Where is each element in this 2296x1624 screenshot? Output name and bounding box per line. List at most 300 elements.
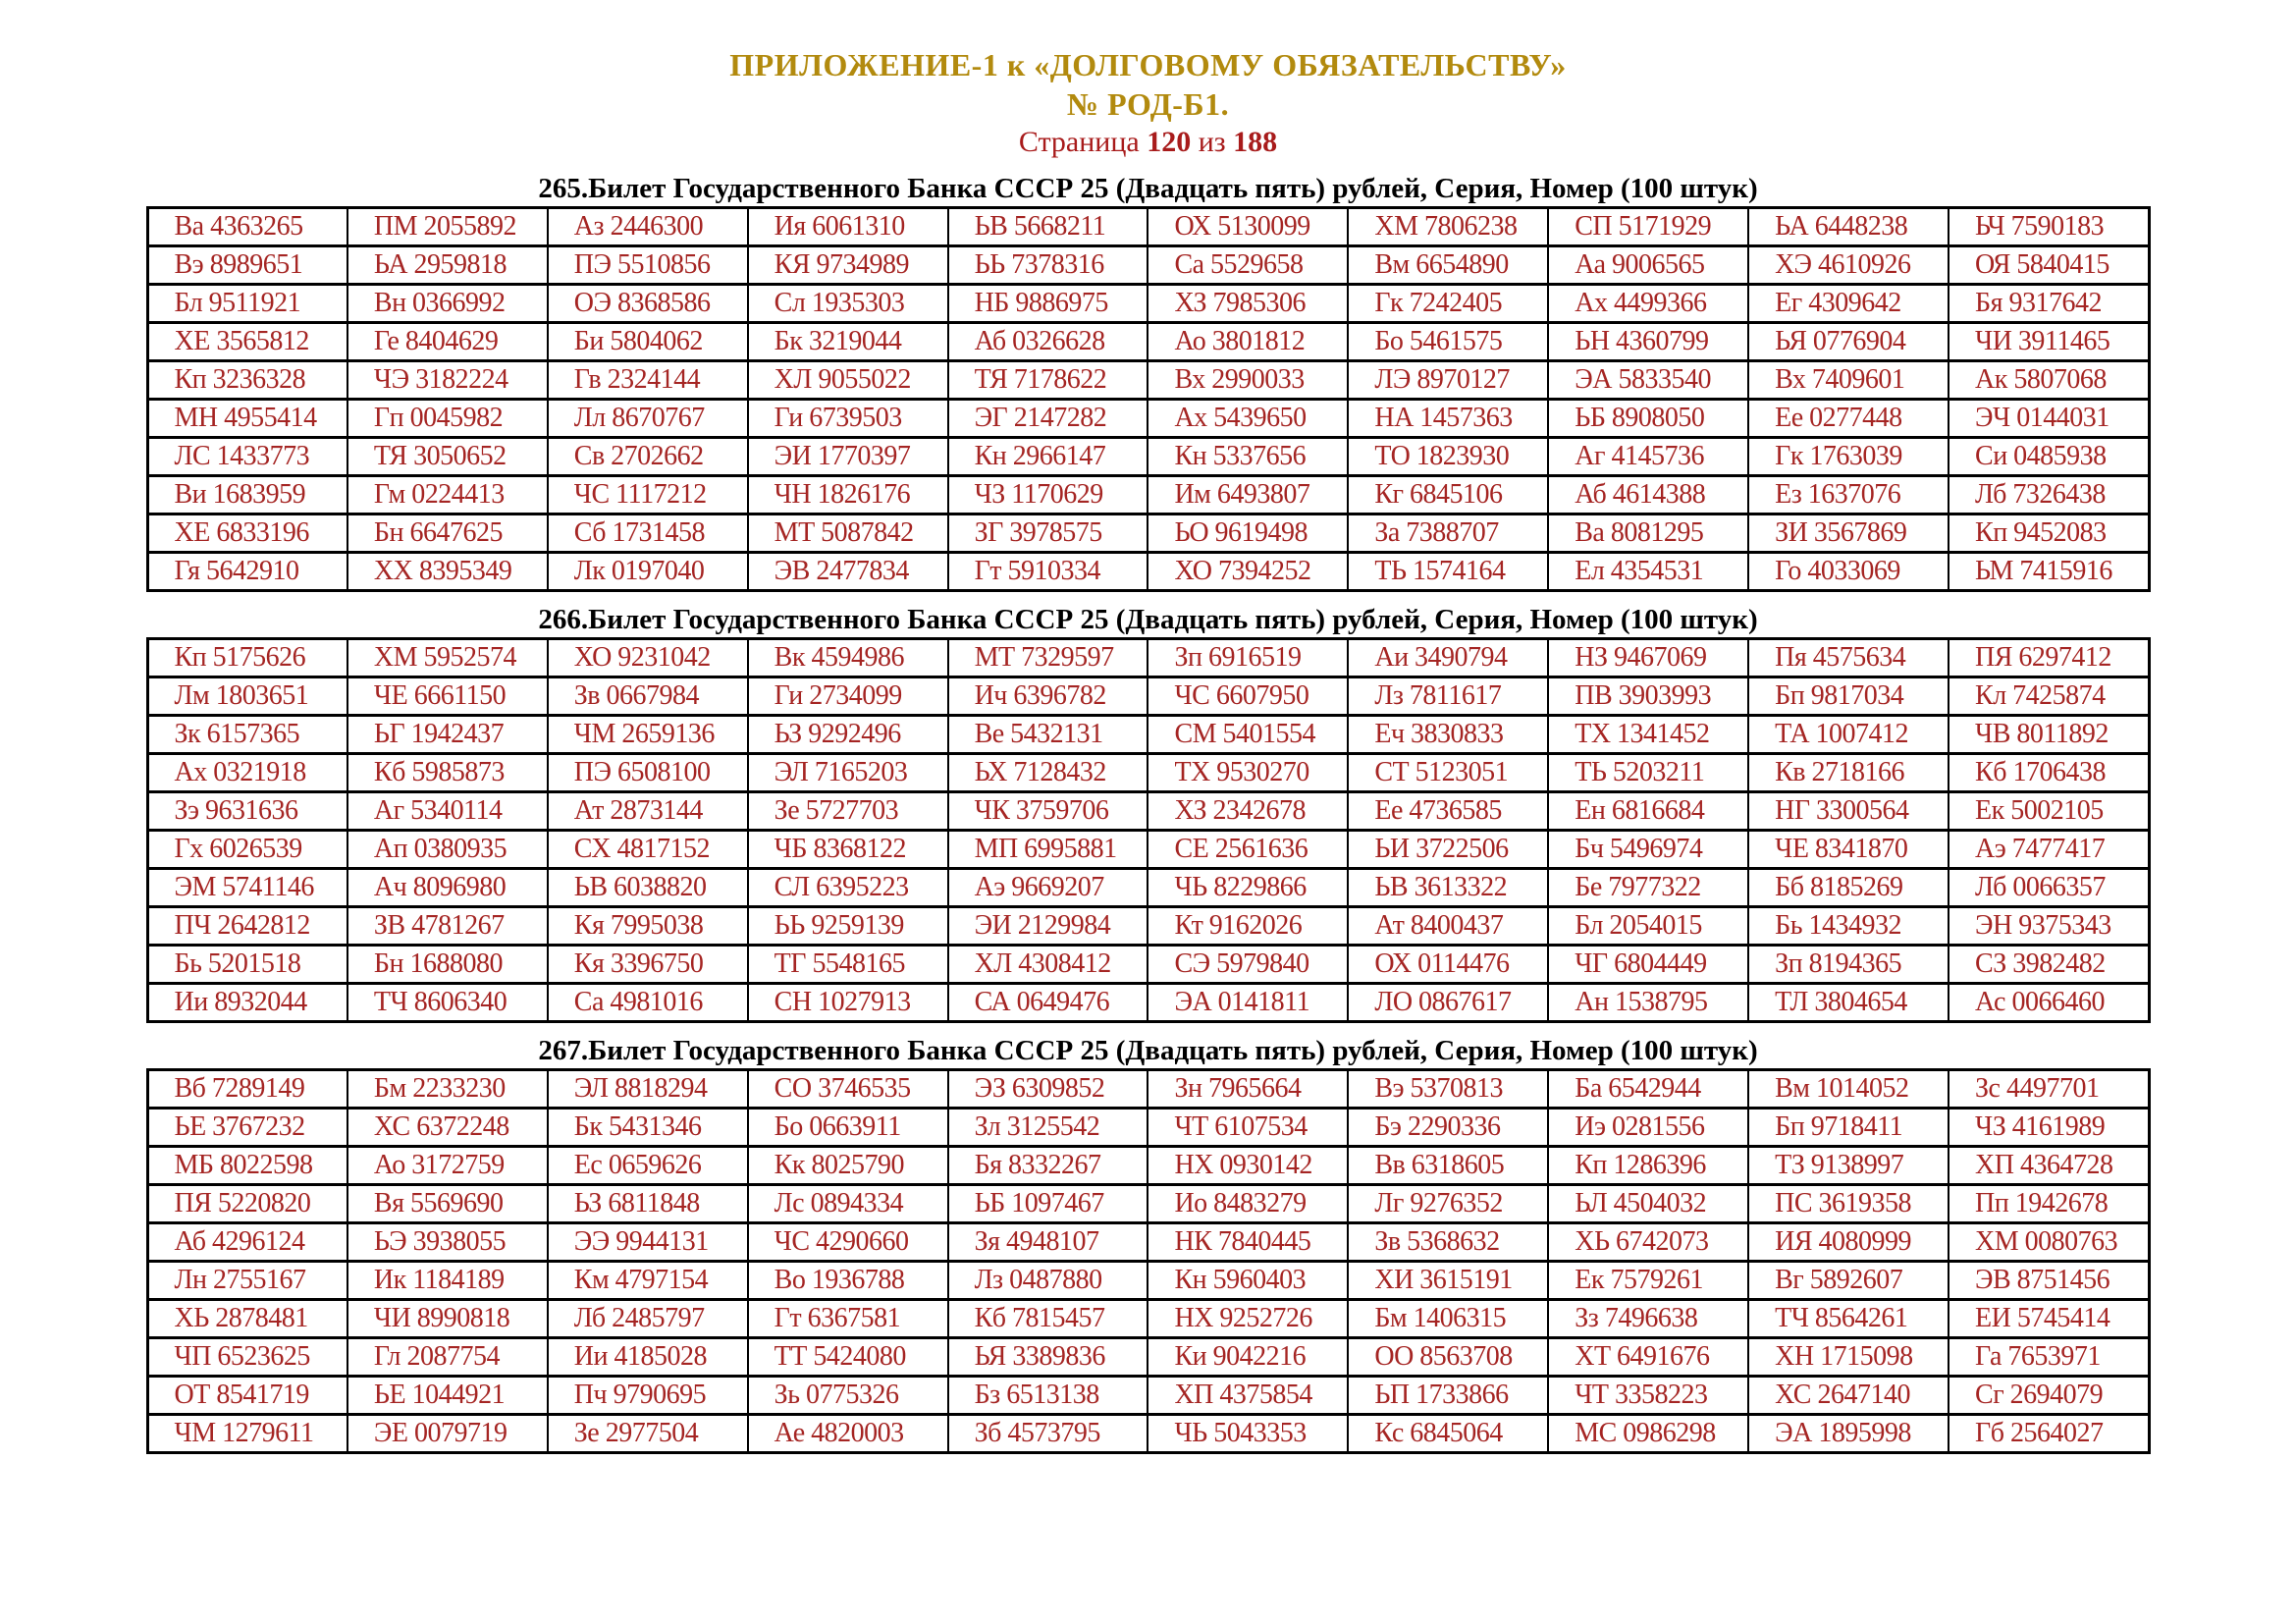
serial-cell: Кп 9452083: [1949, 514, 2149, 553]
serial-cell: СЗ 3982482: [1949, 946, 2149, 984]
serial-cell: ТХ 9530270: [1148, 754, 1348, 792]
serial-cell: Бп 9718411: [1748, 1109, 1949, 1147]
serial-cell: ЭИ 1770397: [748, 438, 948, 476]
serial-cell: Зн 7965664: [1148, 1070, 1348, 1109]
serial-cell: Бк 3219044: [748, 323, 948, 361]
serial-cell: ЬВ 5668211: [948, 208, 1148, 246]
serial-cell: Сл 1935303: [748, 285, 948, 323]
serial-cell: Бе 7977322: [1548, 869, 1748, 907]
serial-cell: Кб 1706438: [1949, 754, 2149, 792]
serial-cell: Ее 4736585: [1348, 792, 1548, 831]
serial-cell: Лг 9276352: [1348, 1185, 1548, 1223]
serial-cell: ЬВ 3613322: [1348, 869, 1548, 907]
serial-cell: Ас 0066460: [1949, 984, 2149, 1022]
serial-cell: ХЗ 2342678: [1148, 792, 1348, 831]
serial-cell: Гв 2324144: [548, 361, 748, 400]
serial-cell: Гк 7242405: [1348, 285, 1548, 323]
serial-cell: ЧВ 8011892: [1949, 716, 2149, 754]
serial-cell: Кб 7815457: [948, 1300, 1148, 1338]
serial-cell: Во 1936788: [748, 1262, 948, 1300]
serial-cell: ПС 3619358: [1748, 1185, 1949, 1223]
serial-cell: Кл 7425874: [1949, 677, 2149, 716]
serial-cell: Пя 4575634: [1748, 639, 1949, 677]
page-label: Страница: [1018, 126, 1140, 158]
serial-cell: ТЗ 9138997: [1748, 1147, 1949, 1185]
page-indicator: [0, 124, 2296, 161]
serial-cell: Гб 2564027: [1949, 1415, 2149, 1453]
serial-cell: Ба 6542944: [1548, 1070, 1748, 1109]
table-row: [147, 323, 2149, 361]
serial-cell: ЧТ 6107534: [1148, 1109, 1348, 1147]
serial-cell: ЬМ 7415916: [1949, 553, 2149, 591]
table-row: [147, 514, 2149, 553]
serial-cell: ЬЧ 7590183: [1949, 208, 2149, 246]
serial-cell: ЧК 3759706: [948, 792, 1148, 831]
serial-cell: СА 0649476: [948, 984, 1148, 1022]
table-row: [147, 754, 2149, 792]
serial-cell: Ач 8096980: [347, 869, 548, 907]
serial-cell: ОЭ 8368586: [548, 285, 748, 323]
serial-cell: ХН 1715098: [1748, 1338, 1949, 1377]
doc-title-line-2: № РОД-Б1.: [1066, 86, 1230, 122]
serial-cell: Си 0485938: [1949, 438, 2149, 476]
serial-cell: Аг 5340114: [347, 792, 548, 831]
serials-table-266: [146, 637, 2151, 1023]
serial-cell: ХО 7394252: [1148, 553, 1348, 591]
serial-cell: ТЯ 7178622: [948, 361, 1148, 400]
serial-cell: ЧС 6607950: [1148, 677, 1348, 716]
serial-cell: Бч 5496974: [1548, 831, 1748, 869]
serial-cell: МС 0986298: [1548, 1415, 1748, 1453]
serial-cell: Лк 0197040: [548, 553, 748, 591]
serial-cell: ЧТ 3358223: [1548, 1377, 1748, 1415]
table-row: [147, 639, 2149, 677]
serial-cell: ОХ 0114476: [1348, 946, 1548, 984]
serial-cell: ЧИ 8990818: [347, 1300, 548, 1338]
serial-cell: Ах 0321918: [147, 754, 347, 792]
serial-cell: Ги 2734099: [748, 677, 948, 716]
serial-cell: Кт 9162026: [1148, 907, 1348, 946]
serial-cell: ХЬ 6742073: [1548, 1223, 1748, 1262]
serial-cell: Ао 3801812: [1148, 323, 1348, 361]
serial-cell: Ге 8404629: [347, 323, 548, 361]
table-267-title: 267.Билет Государственного Банка СССР 25 (Двадцать пять) рублей, Серия, Номер (100 штук): [538, 1035, 1758, 1066]
serial-cell: ТЬ 1574164: [1348, 553, 1548, 591]
serial-cell: Бн 6647625: [347, 514, 548, 553]
serial-cell: ЬЕ 1044921: [347, 1377, 548, 1415]
table-row: [147, 1147, 2149, 1185]
serial-cell: Лб 7326438: [1949, 476, 2149, 514]
serial-cell: ХЬ 2878481: [147, 1300, 347, 1338]
serial-cell: Иэ 0281556: [1548, 1109, 1748, 1147]
serial-cell: ЬВ 6038820: [548, 869, 748, 907]
serial-cell: Кн 5337656: [1148, 438, 1348, 476]
serial-cell: ЧЕ 6661150: [347, 677, 548, 716]
table-row: [147, 1338, 2149, 1377]
table-row: [147, 476, 2149, 514]
serial-cell: Ио 8483279: [1148, 1185, 1348, 1223]
serial-cell: Бб 8185269: [1748, 869, 1949, 907]
table-row: [147, 792, 2149, 831]
serial-cell: ЧЗ 4161989: [1949, 1109, 2149, 1147]
serial-cell: Ан 1538795: [1548, 984, 1748, 1022]
serial-cell: ПВ 3903993: [1548, 677, 1748, 716]
serial-cell: Бо 5461575: [1348, 323, 1548, 361]
serial-cell: Зб 4573795: [948, 1415, 1148, 1453]
serial-cell: ЧП 6523625: [147, 1338, 347, 1377]
serial-cell: Бк 5431346: [548, 1109, 748, 1147]
serial-cell: ХЕ 3565812: [147, 323, 347, 361]
table-row: [147, 1377, 2149, 1415]
table-row: [147, 831, 2149, 869]
page-number-total: 188: [1233, 126, 1278, 158]
doc-title-line-1: ПРИЛОЖЕНИЕ-1 к «ДОЛГОВОМУ ОБЯЗАТЕЛЬСТВУ»: [729, 47, 1567, 82]
serial-cell: Еч 3830833: [1348, 716, 1548, 754]
serial-cell: Ги 6739503: [748, 400, 948, 438]
serial-cell: Лл 8670767: [548, 400, 748, 438]
serial-cell: ХМ 7806238: [1348, 208, 1548, 246]
serial-cell: ЧН 1826176: [748, 476, 948, 514]
serial-cell: ХП 4364728: [1949, 1147, 2149, 1185]
serial-cell: ОЯ 5840415: [1949, 246, 2149, 285]
serial-cell: Аэ 7477417: [1949, 831, 2149, 869]
serial-cell: СП 5171929: [1548, 208, 1748, 246]
serial-cell: Бз 6513138: [948, 1377, 1148, 1415]
serial-cell: Ик 1184189: [347, 1262, 548, 1300]
table-265-title: 265.Билет Государственного Банка СССР 25 (Двадцать пять) рублей, Серия, Номер (100 штук): [538, 173, 1758, 204]
serial-cell: Кб 5985873: [347, 754, 548, 792]
serial-cell: Вв 6318605: [1348, 1147, 1548, 1185]
serial-cell: Ки 9042216: [1148, 1338, 1348, 1377]
serial-cell: Вх 7409601: [1748, 361, 1949, 400]
serial-cell: ЬБ 8908050: [1548, 400, 1748, 438]
table-row: [147, 869, 2149, 907]
serial-cell: ХП 4375854: [1148, 1377, 1348, 1415]
page-of-label: из: [1198, 126, 1226, 158]
serial-cell: Гл 2087754: [347, 1338, 548, 1377]
serial-cell: Аг 4145736: [1548, 438, 1748, 476]
serial-cell: Вб 7289149: [147, 1070, 347, 1109]
serial-cell: ХЕ 6833196: [147, 514, 347, 553]
serial-cell: Са 4981016: [548, 984, 748, 1022]
serial-cell: ЬЛ 4504032: [1548, 1185, 1748, 1223]
serial-cell: ЭЗ 6309852: [948, 1070, 1148, 1109]
table-row: [147, 246, 2149, 285]
serial-cell: СЭ 5979840: [1148, 946, 1348, 984]
serial-cell: ХС 6372248: [347, 1109, 548, 1147]
serial-cell: ОО 8563708: [1348, 1338, 1548, 1377]
serial-cell: НБ 9886975: [948, 285, 1148, 323]
serial-cell: Кк 8025790: [748, 1147, 948, 1185]
serial-cell: Пч 9790695: [548, 1377, 748, 1415]
serial-cell: ОТ 8541719: [147, 1377, 347, 1415]
serial-cell: Бь 1434932: [1748, 907, 1949, 946]
serials-table-267: [146, 1068, 2151, 1454]
serial-cell: ЗВ 4781267: [347, 907, 548, 946]
serial-cell: ЭЕ 0079719: [347, 1415, 548, 1453]
serial-cell: ЬГ 1942437: [347, 716, 548, 754]
serial-cell: ЗИ 3567869: [1748, 514, 1949, 553]
serial-cell: Кя 3396750: [548, 946, 748, 984]
serial-cell: Пп 1942678: [1949, 1185, 2149, 1223]
serial-cell: ЧЕ 8341870: [1748, 831, 1949, 869]
serial-cell: ЬП 1733866: [1348, 1377, 1548, 1415]
serial-cell: ТО 1823930: [1348, 438, 1548, 476]
serial-cell: ЭЧ 0144031: [1949, 400, 2149, 438]
serial-cell: Вн 0366992: [347, 285, 548, 323]
serial-cell: Св 2702662: [548, 438, 748, 476]
serial-cell: Гм 0224413: [347, 476, 548, 514]
table-266-title: 266.Билет Государственного Банка СССР 25 (Двадцать пять) рублей, Серия, Номер (100 штук): [538, 604, 1758, 635]
serial-cell: Кг 6845106: [1348, 476, 1548, 514]
table-row: [147, 1109, 2149, 1147]
table-row: [147, 285, 2149, 323]
serial-cell: ХЛ 4308412: [948, 946, 1148, 984]
serial-cell: ЭН 9375343: [1949, 907, 2149, 946]
serial-cell: ЧГ 6804449: [1548, 946, 1748, 984]
serial-cell: ТЯ 3050652: [347, 438, 548, 476]
serial-cell: ХО 9231042: [548, 639, 748, 677]
serial-cell: ЧЭ 3182224: [347, 361, 548, 400]
table-row: [147, 716, 2149, 754]
serial-cell: ТЛ 3804654: [1748, 984, 1949, 1022]
serial-cell: ЭЛ 7165203: [748, 754, 948, 792]
serial-cell: Бл 9511921: [147, 285, 347, 323]
serial-cell: ПЭ 5510856: [548, 246, 748, 285]
table-row: [147, 1070, 2149, 1109]
serial-cell: Км 4797154: [548, 1262, 748, 1300]
serial-cell: ХЗ 7985306: [1148, 285, 1348, 323]
serial-cell: ЬЗ 9292496: [748, 716, 948, 754]
serial-cell: Лн 2755167: [147, 1262, 347, 1300]
serial-cell: ЕИ 5745414: [1949, 1300, 2149, 1338]
serial-cell: Вя 5569690: [347, 1185, 548, 1223]
serial-cell: Сб 1731458: [548, 514, 748, 553]
serial-cell: ХМ 0080763: [1949, 1223, 2149, 1262]
serial-cell: Ии 4185028: [548, 1338, 748, 1377]
serial-cell: Бм 2233230: [347, 1070, 548, 1109]
serial-cell: Гк 1763039: [1748, 438, 1949, 476]
serial-cell: ЭА 1895998: [1748, 1415, 1949, 1453]
serial-cell: ЬО 9619498: [1148, 514, 1348, 553]
serial-cell: ТА 1007412: [1748, 716, 1949, 754]
serial-cell: Ия 6061310: [748, 208, 948, 246]
serial-cell: Вк 4594986: [748, 639, 948, 677]
table-row: [147, 1262, 2149, 1300]
serial-cell: ЬЯ 0776904: [1748, 323, 1949, 361]
serial-cell: Ек 7579261: [1548, 1262, 1748, 1300]
serial-cell: ЬЬ 7378316: [948, 246, 1148, 285]
serial-cell: Ек 5002105: [1949, 792, 2149, 831]
serial-cell: Зе 5727703: [748, 792, 948, 831]
serial-cell: Зз 7496638: [1548, 1300, 1748, 1338]
serial-cell: Лм 1803651: [147, 677, 347, 716]
serial-cell: МП 6995881: [948, 831, 1148, 869]
serial-cell: ЬБ 1097467: [948, 1185, 1148, 1223]
serial-cell: НЗ 9467069: [1548, 639, 1748, 677]
serial-cell: ТХ 1341452: [1548, 716, 1748, 754]
serial-cell: Вм 6654890: [1348, 246, 1548, 285]
serial-cell: ЬХ 7128432: [948, 754, 1148, 792]
serial-cell: ХЭ 4610926: [1748, 246, 1949, 285]
serial-cell: Ии 8932044: [147, 984, 347, 1022]
serial-cell: МН 4955414: [147, 400, 347, 438]
serial-cell: ЧМ 2659136: [548, 716, 748, 754]
serial-cell: Кп 3236328: [147, 361, 347, 400]
serial-cell: Гх 6026539: [147, 831, 347, 869]
serial-cell: Кв 2718166: [1748, 754, 1949, 792]
serial-cell: Зе 2977504: [548, 1415, 748, 1453]
serial-cell: Ва 4363265: [147, 208, 347, 246]
serial-cell: Аэ 9669207: [948, 869, 1148, 907]
serial-cell: ЧИ 3911465: [1949, 323, 2149, 361]
serial-cell: ЬН 4360799: [1548, 323, 1748, 361]
serial-cell: Ах 4499366: [1548, 285, 1748, 323]
serial-cell: СЕ 2561636: [1148, 831, 1348, 869]
serial-cell: Зп 6916519: [1148, 639, 1348, 677]
serial-cell: СТ 5123051: [1348, 754, 1548, 792]
serial-cell: СН 1027913: [748, 984, 948, 1022]
table-row: [147, 1415, 2149, 1453]
serial-cell: Са 5529658: [1148, 246, 1348, 285]
serial-cell: Зв 5368632: [1348, 1223, 1548, 1262]
serial-cell: Кп 1286396: [1548, 1147, 1748, 1185]
serial-cell: ЛО 0867617: [1348, 984, 1548, 1022]
serial-cell: СХ 4817152: [548, 831, 748, 869]
serial-cell: Ао 3172759: [347, 1147, 548, 1185]
serial-cell: ПЯ 6297412: [1949, 639, 2149, 677]
serial-cell: НХ 0930142: [1148, 1147, 1348, 1185]
serial-cell: Зэ 9631636: [147, 792, 347, 831]
serial-cell: Аб 0326628: [948, 323, 1148, 361]
serial-cell: Лб 0066357: [1949, 869, 2149, 907]
serial-cell: Гт 5910334: [948, 553, 1148, 591]
serial-cell: Ве 5432131: [948, 716, 1148, 754]
serial-cell: НХ 9252726: [1148, 1300, 1348, 1338]
serial-cell: ТЬ 5203211: [1548, 754, 1748, 792]
serial-cell: Го 4033069: [1748, 553, 1949, 591]
serial-cell: ПЧ 2642812: [147, 907, 347, 946]
serial-cell: СЛ 6395223: [748, 869, 948, 907]
serial-cell: Аб 4614388: [1548, 476, 1748, 514]
serial-cell: ИЯ 4080999: [1748, 1223, 1949, 1262]
serial-cell: Гп 0045982: [347, 400, 548, 438]
serial-cell: Кп 5175626: [147, 639, 347, 677]
serial-cell: Лз 0487880: [948, 1262, 1148, 1300]
serial-cell: Би 5804062: [548, 323, 748, 361]
serial-cell: ЛЭ 8970127: [1348, 361, 1548, 400]
serial-cell: ЬА 2959818: [347, 246, 548, 285]
serial-cell: Кн 5960403: [1148, 1262, 1348, 1300]
serials-table-265: [146, 206, 2151, 592]
serial-cell: Сг 2694079: [1949, 1377, 2149, 1415]
serial-cell: Аа 9006565: [1548, 246, 1748, 285]
serial-cell: Га 7653971: [1949, 1338, 2149, 1377]
serial-cell: ТЧ 8564261: [1748, 1300, 1949, 1338]
serial-cell: Ва 8081295: [1548, 514, 1748, 553]
serial-cell: Бэ 2290336: [1348, 1109, 1548, 1147]
serial-cell: ТГ 5548165: [748, 946, 948, 984]
serial-cell: Ап 0380935: [347, 831, 548, 869]
serial-cell: Ви 1683959: [147, 476, 347, 514]
serial-cell: СМ 5401554: [1148, 716, 1348, 754]
serial-cell: Зл 3125542: [948, 1109, 1148, 1147]
table-row: [147, 946, 2149, 984]
table-row: [147, 361, 2149, 400]
serial-cell: Бо 0663911: [748, 1109, 948, 1147]
serial-cell: ЬЭ 3938055: [347, 1223, 548, 1262]
serial-cell: Бь 5201518: [147, 946, 347, 984]
serial-cell: МТ 7329597: [948, 639, 1148, 677]
page-number-current: 120: [1147, 126, 1192, 158]
serial-cell: НА 1457363: [1348, 400, 1548, 438]
serial-cell: НК 7840445: [1148, 1223, 1348, 1262]
serial-cell: ЬИ 3722506: [1348, 831, 1548, 869]
serial-cell: Ее 0277448: [1748, 400, 1949, 438]
serial-cell: Вх 2990033: [1148, 361, 1348, 400]
serial-cell: Бн 1688080: [347, 946, 548, 984]
serial-cell: ЬЯ 3389836: [948, 1338, 1148, 1377]
serial-cell: Аб 4296124: [147, 1223, 347, 1262]
serial-cell: Кс 6845064: [1348, 1415, 1548, 1453]
serial-cell: НГ 3300564: [1748, 792, 1949, 831]
table-row: [147, 400, 2149, 438]
table-row: [147, 677, 2149, 716]
serial-cell: Им 6493807: [1148, 476, 1348, 514]
serial-cell: ЬА 6448238: [1748, 208, 1949, 246]
serial-cell: ТТ 5424080: [748, 1338, 948, 1377]
serial-cell: КЯ 9734989: [748, 246, 948, 285]
serial-cell: Вм 1014052: [1748, 1070, 1949, 1109]
serial-cell: За 7388707: [1348, 514, 1548, 553]
serial-cell: ЭГ 2147282: [948, 400, 1148, 438]
serial-cell: Ат 2873144: [548, 792, 748, 831]
serial-cell: ЭВ 8751456: [1949, 1262, 2149, 1300]
serial-cell: Вг 5892607: [1748, 1262, 1949, 1300]
serial-cell: ЧЬ 8229866: [1148, 869, 1348, 907]
serial-cell: Гя 5642910: [147, 553, 347, 591]
serial-cell: Ел 4354531: [1548, 553, 1748, 591]
serial-cell: ОХ 5130099: [1148, 208, 1348, 246]
serial-cell: Гт 6367581: [748, 1300, 948, 1338]
serial-cell: Ез 1637076: [1748, 476, 1949, 514]
serial-cell: МБ 8022598: [147, 1147, 347, 1185]
serial-cell: ПМ 2055892: [347, 208, 548, 246]
serial-cell: Ае 4820003: [748, 1415, 948, 1453]
serial-cell: Зп 8194365: [1748, 946, 1949, 984]
serial-cell: ЛС 1433773: [147, 438, 347, 476]
serial-cell: ХЛ 9055022: [748, 361, 948, 400]
serial-cell: Аи 3490794: [1348, 639, 1548, 677]
serial-cell: Бп 9817034: [1748, 677, 1949, 716]
serial-cell: ЬЗ 6811848: [548, 1185, 748, 1223]
serial-cell: Ич 6396782: [948, 677, 1148, 716]
serial-cell: ЗГ 3978575: [948, 514, 1148, 553]
serial-cell: ПЯ 5220820: [147, 1185, 347, 1223]
serial-cell: ЭЛ 8818294: [548, 1070, 748, 1109]
serial-cell: ХТ 6491676: [1548, 1338, 1748, 1377]
table-row: [147, 1223, 2149, 1262]
table-row: [147, 1300, 2149, 1338]
table-row: [147, 208, 2149, 246]
serial-cell: Ах 5439650: [1148, 400, 1348, 438]
table-row: [147, 984, 2149, 1022]
serial-cell: Лб 2485797: [548, 1300, 748, 1338]
table-row: [147, 553, 2149, 591]
serial-cell: ЬЕ 3767232: [147, 1109, 347, 1147]
serial-cell: Бя 8332267: [948, 1147, 1148, 1185]
serial-cell: ТЧ 8606340: [347, 984, 548, 1022]
